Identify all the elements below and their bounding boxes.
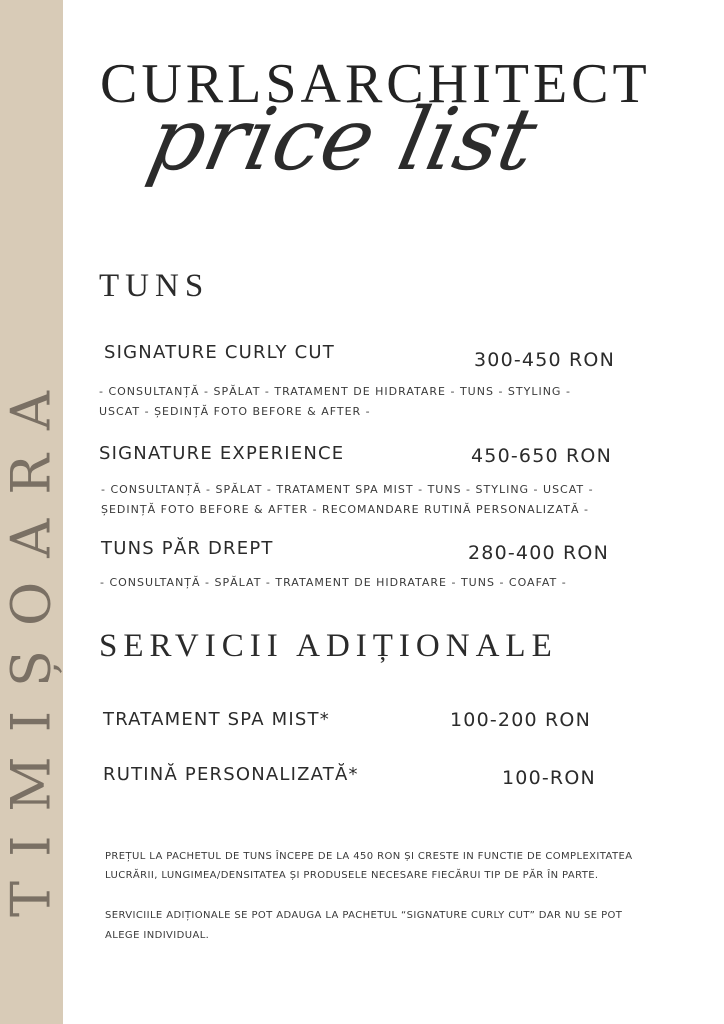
service-price: 100-200 RON xyxy=(450,709,591,731)
service-name: RUTINĂ PERSONALIZATĂ* xyxy=(103,764,359,785)
sidebar-band xyxy=(0,0,63,1024)
service-name: SIGNATURE EXPERIENCE xyxy=(99,443,345,464)
footnote: ALEGE INDIVIDUAL. xyxy=(105,930,210,941)
service-price: 450-650 RON xyxy=(471,445,612,467)
service-price: 300-450 RON xyxy=(474,349,615,371)
service-name: TUNS PĂR DREPT xyxy=(101,538,274,559)
price-list-script-title: price list xyxy=(140,90,546,190)
brand-title: CURLSARCHITECT xyxy=(100,53,651,115)
footnote: SERVICIILE ADIȚIONALE SE POT ADAUGA LA PACHETUL “SIGNATURE CURLY CUT” DAR NU SE POT xyxy=(105,910,623,921)
service-description: ȘEDINȚĂ FOTO BEFORE & AFTER - RECOMANDARE RUTINĂ PERSONALIZATĂ - xyxy=(101,503,589,516)
service-description: - CONSULTANȚĂ - SPĂLAT - TRATAMENT SPA MIST - TUNS - STYLING - USCAT - xyxy=(101,483,594,496)
section-title-tuns: TUNS xyxy=(99,268,210,304)
footnote: LUCRĂRII, LUNGIMEA/DENSITATEA ȘI PRODUSELE NECESARE FIECĂRUI TIP DE PĂR ÎN PARTE. xyxy=(105,870,599,881)
city-label: TIMIȘOARA xyxy=(0,367,63,917)
service-description: - CONSULTANȚĂ - SPĂLAT - TRATAMENT DE HIDRATARE - TUNS - STYLING - xyxy=(99,385,571,398)
footnote: PREȚUL LA PACHETUL DE TUNS ÎNCEPE DE LA 450 RON ȘI CRESTE IN FUNCTIE DE COMPLEXITATEA xyxy=(105,851,633,862)
service-description: - CONSULTANȚĂ - SPĂLAT - TRATAMENT DE HIDRATARE - TUNS - COAFAT - xyxy=(100,576,567,589)
service-name: TRATAMENT SPA MIST* xyxy=(103,709,330,730)
service-price: 100-RON xyxy=(502,767,596,789)
section-title-servicii-aditionale: SERVICII ADIȚIONALE xyxy=(99,628,558,664)
service-price: 280-400 RON xyxy=(468,542,609,564)
service-name: SIGNATURE CURLY CUT xyxy=(104,342,335,363)
service-description: USCAT - ȘEDINȚĂ FOTO BEFORE & AFTER - xyxy=(99,405,371,418)
